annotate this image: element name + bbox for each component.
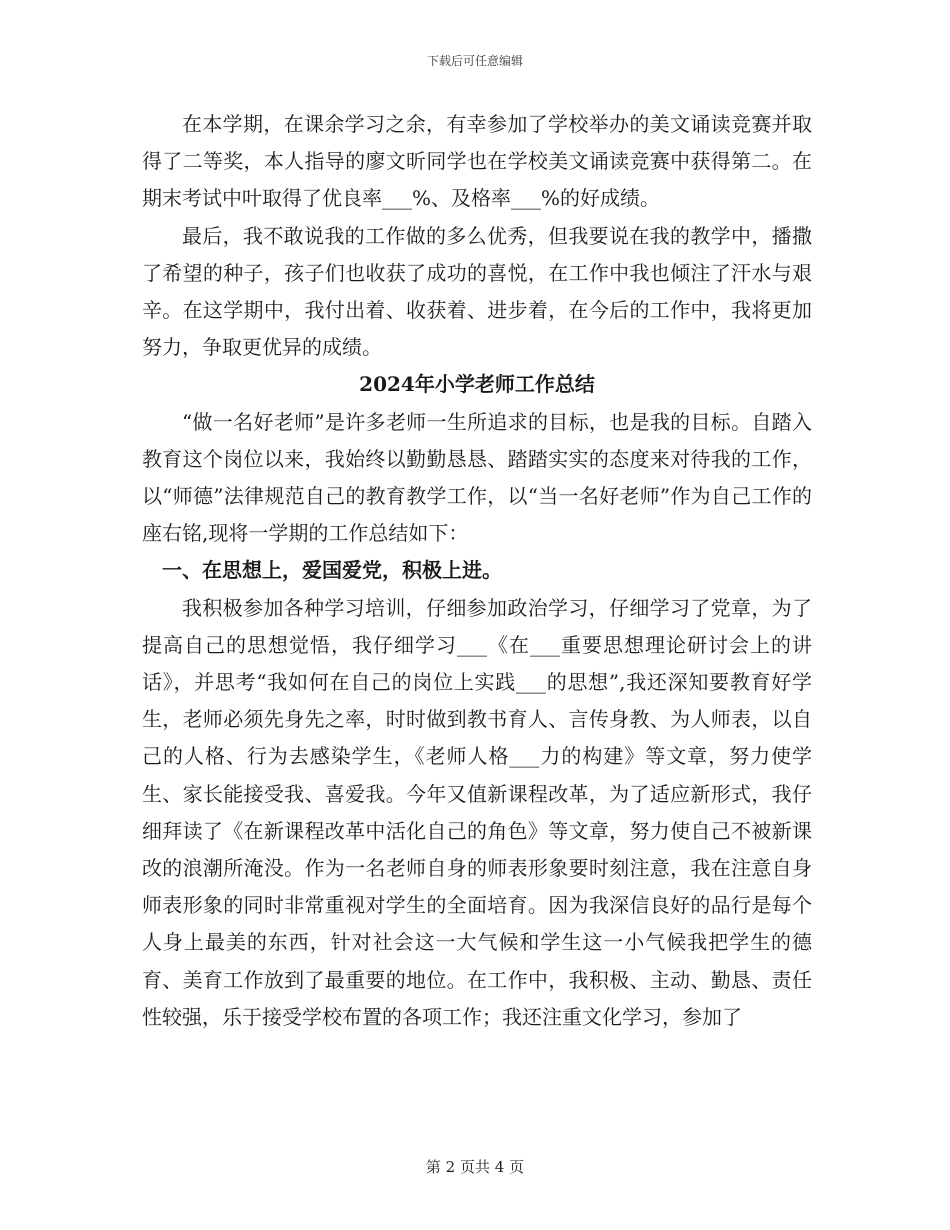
page-footer: 第 2 页共 4 页 xyxy=(425,1158,525,1176)
paragraph-conclusion: 最后，我不敢说我的工作做的多么优秀，但我要说在我的教学中，播撒了希望的种子，孩子们也收获了成功的喜悦，在工作中我也倾注了汗水与艰辛。在这学期中，我付出着、收获着、进步着，在今后的工作中，我将更加努力，争取更优异的成绩。 xyxy=(142,223,812,360)
paragraph-contest: 在本学期，在课余学习之余，有幸参加了学校举办的美文诵读竞赛并取得了二等奖，本人指导的廖文昕同学也在学校美文诵读竞赛中获得第二。在期末考试中叶取得了优良率___%、及格率___%的好成绩。 xyxy=(142,112,812,211)
page-header: 下载后可任意编辑 xyxy=(426,54,523,68)
paragraph-body: 我积极参加各种学习培训，仔细参加政治学习，仔细学习了党章，为了提高自己的思想觉悟，我仔细学习___《在___重要思想理论研讨会上的讲话》，并思考“我如何在自己的岗位上实践___的思想”,我还深知要教育好学生，老师必须先身先之率，时时做到教书育人、言传身教、为人师表，以自己的人格、行为去感染学生，《老师人格___力的构建》等文章，努力使学生、家长能接受我、喜爱我。今年又值新课程改革，为了适应新形式，我仔细拜读了《在新课程改革中活化自己的角色》等文章，努力使自己不被新课改的浪潮所淹没。作为一名老师自身的师表形象要时刻注意，我在注意自身师表形象的同时非常重视对学生的全面培育。因为我深信良好的品行是每个人身上最美的东西，针对社会这一大气候和学生这一小气候我把学生的德育、美育工作放到了最重要的地位。在工作中，我积极、主动、勤恳、责任性较强，乐于接受学校布置的各项工作；我还注重文化学习，参加了 xyxy=(142,595,812,1029)
paragraph-intro: “做一名好老师”是许多老师一生所追求的目标，也是我的目标。自踏入教育这个岗位以来，我始终以勤勤恳恳、踏踏实实的态度来对待我的工作，以“师德”法律规范自己的教育教学工作，以“当一名好老师”作为自己工作的座右铭,现将一学期的工作总结如下： xyxy=(142,409,812,546)
subsection-heading: 一、在思想上，爱国爱党，积极上进。 xyxy=(162,558,502,583)
document-body xyxy=(142,106,812,1036)
section-title: 2024年小学老师工作总结 xyxy=(359,372,595,397)
